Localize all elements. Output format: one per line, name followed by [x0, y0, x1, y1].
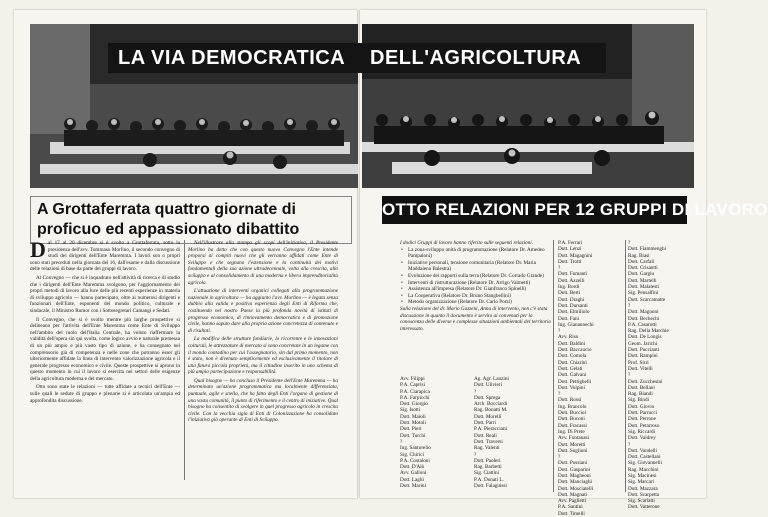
name-entry: Dott. Comola — [558, 353, 587, 360]
banner-title-left: LA VIA DEMOCRATICA — [108, 43, 368, 73]
name-entry: Dott. Bechechi — [628, 315, 660, 322]
name-entry: Dott. Scarcamatte — [628, 296, 666, 303]
name-entry: Dott. Zucchesini — [628, 378, 663, 385]
name-entry: Sig. Marcari — [628, 479, 654, 486]
name-entry: Dott. Draghi — [558, 296, 585, 303]
name-entry: Arch. Bocciardi — [474, 401, 508, 408]
name-entry: P.A. Casarotti — [628, 321, 657, 328]
name-entry: Dott. Gargiu — [628, 271, 655, 278]
name-entry: Dott. Petarroso — [628, 422, 660, 429]
name-entry: Dott. Ulivieri — [474, 382, 502, 389]
name-entry: Dott. Morelli — [474, 413, 502, 420]
name-entry: Dott. Turchi — [400, 432, 426, 439]
paragraph: Il Convegno, che si è svolto mentre più larghe prospettive si delineano per l'attività dell'Ente Maremma come Ente di Sviluppo nell'ambito del ruolo dell'Italia Centrale, ha voluto riaffermare la validità dell'opera sin qui svolta, come logico avvio e naturale premessa di un più ampio e più vasto tipo di azione, e ha consegnato nel comprensorio già di competenza e nelle zone che potranno esser gli ulteriormente affidate la linea di intervento valorizzazione agricola e il generale progresso economico e civile. Queste prospettive si aprono in questo momento in cui il lavoro si esercita nei settori delle esigenze della agricoltura moderna e del mercato. — [30, 316, 180, 382]
name-entry: Rag. Biandi — [628, 391, 653, 398]
paragraph: al 17 al 20 dicembre si è svolto a Grottaferrata, sotto la presidenza dell'avv. Tommaso Morlino, il secondo convegno di studi dei dirigenti dell'Ente Maremma. I lavori son o propri sono stati preceduti nella giornata del 16, dall'esame e dalla discussione delle relazioni di base da parte dei gruppi di lavoro. — [30, 240, 180, 273]
name-entry: Dott. Pieri — [400, 426, 422, 433]
name-entry: Dott. Moretti — [558, 441, 586, 448]
name-entry: Dott. Fani — [558, 315, 580, 322]
name-entry: Dott. Paoleri — [474, 457, 501, 464]
name-entry: Dott. Manciaghi — [558, 479, 592, 486]
name-entry: Dott. Trotti — [558, 258, 582, 265]
name-entry: Sig. Isotti — [400, 407, 421, 414]
name-entry: Dott. Baccaucio — [558, 347, 592, 354]
names-column-2 — [474, 376, 546, 496]
name-entry: Dott. Azzelli — [558, 277, 585, 284]
list-item: • Assistenza all'impresa (Relatore Dr. Gianfranco Spinelli) — [408, 286, 556, 293]
name-entry: Dott. Castellani — [628, 454, 661, 461]
paragraph: Nell'illustrare alla stampa gli scopi dell'iniziativa, il Presidente Morlino ha detto che con questo nuovo Convegno l'Ente intende proporsi ai compiti nuovi che gli verranno affidati come Ente di Sviluppo e che segnano l'estensione e la continuità dei motivi fondamentali della sua azione ultradecennale, volta alla crescita, allo sviluppo e al consolidamento di una moderna e libera imprenditorialità agricola. — [188, 240, 338, 286]
name-entry: Dott. Perrone — [628, 416, 656, 423]
name-entry: ? — [558, 328, 561, 335]
relazioni-list — [400, 247, 556, 306]
name-entry: Sig. Ciattini — [474, 470, 500, 477]
name-entry: Dott. Possiani — [558, 460, 588, 467]
name-entry: Avv. Fontanasi — [558, 435, 589, 442]
name-entry: Dott. Motoli — [400, 420, 426, 427]
name-entry: Dott. Valdrey — [628, 435, 656, 442]
name-entry: Dott. Maioli — [400, 413, 426, 420]
paragraph: La modifica delle strutture fondiarie, lo ricorrente e le innovazioni colturali, le attrezzature di mercato si sono concretate in un legame con il mondo contadino per cui l'assegnatario, sin dal primo momento, non è stato, non è divenuto semplicemente ed esclusivamente il titolare di una futura piccola proprietà, ma il cittadino inserito in uno schema di più ampia partecipazione e responsabilità. — [188, 336, 338, 376]
name-entry: Dott. Puccianti — [628, 347, 660, 354]
name-entry: Dott. D'Alò — [400, 464, 425, 471]
column-divider — [553, 240, 554, 492]
name-entry: Dott. Giovio — [628, 403, 655, 410]
name-entry: Dott. Parri — [474, 420, 496, 427]
name-entry: ? — [558, 454, 561, 461]
paragraph: Otto sono state le relazioni — tutte affidate a tecnici dell'Ente — sulle quali le sedute di gruppo e plenarie si è articolata un'ampia ed approfondita discussione. — [30, 384, 180, 404]
name-entry: P.A. Donati L. — [474, 476, 504, 483]
name-entry: Dott. Gelati — [558, 365, 583, 372]
name-entry: Dott. Vitelli — [628, 365, 653, 372]
name-entry: Dott. De Longis — [628, 334, 662, 341]
name-entry: Dott. Mosciatelli — [558, 485, 594, 492]
list-item: • Evoluzione dei rapporti sulla terra (Relatore Dr. Corrado Grande) — [408, 273, 556, 280]
name-entry: Dott. Magnati — [558, 491, 588, 498]
name-entry: Dott. Dursanti — [558, 302, 588, 309]
list-item: • La zona-sviluppo unità di programmazione (Relatore Dr. Amedeo Pampaloni) — [408, 247, 556, 260]
name-entry: ? — [628, 240, 631, 246]
name-entry: Dott. Gasparini — [558, 466, 590, 473]
name-entry: Dott. Berti — [558, 290, 581, 297]
name-entry: Dott. Chiarini — [558, 359, 587, 366]
article-column-2 — [188, 240, 338, 480]
name-entry: Dott. Bellani — [628, 384, 655, 391]
name-entry: P.A. Caprisi — [400, 382, 425, 389]
list-item: • Iniziative personali, tensione comunitaria (Relatore Dr. Maria Maddalena Balestra) — [408, 260, 556, 273]
name-entry: ? — [628, 372, 631, 379]
intro-tail: Sulla relazione del dr. Mario Gazzeni, Anna di intervento, non c'è stata discussione in quanto il documento è servito ai convenuti per la conoscenza delle diverse e complesse situazioni ambientali del territorio interessato. — [400, 305, 551, 332]
name-entry: Dott. Parrucci — [628, 410, 658, 417]
list-item: • Metodo organizzazione (Relatore Dr. Carlo Porzi) — [408, 299, 556, 306]
name-entry: Sig. Chirici — [400, 451, 424, 458]
paragraph: Al Convegno — che si è inquadrato nell'attività di ricerca e di studio che i dirigenti dell'Ente Maremma svolgono, per l'aggiornamento dei propri metodi di lavoro alla luce delle più recenti esperienze in materia di sviluppo agricolo — hanno partecipato, oltre ai numerosi dirigenti e funzionari dell'Ente, esponenti del mondo politico, culturale e sindacale, il Ministro Rumor con i Sottosegretari Camangi e Sedati. — [30, 274, 180, 314]
name-entry: P.A. Ciarapica — [400, 388, 430, 395]
name-entry: Dott. Lenzi — [558, 246, 582, 253]
name-entry: P.A. Pieracciani — [474, 426, 507, 433]
name-entry: ? — [628, 302, 631, 309]
name-entry: Dott. Fumanti — [558, 271, 588, 278]
name-entry: ? — [628, 441, 631, 448]
name-entry: Dott. Traversi — [474, 438, 503, 445]
name-entry: Sig. Scarlatti — [628, 498, 655, 505]
name-entry: Dott. Marini — [400, 483, 426, 490]
name-entry: Dott. Crisantti — [628, 265, 658, 272]
name-entry: Dott. Galvani — [558, 372, 587, 379]
name-entry: Ing. Di Prete — [558, 428, 585, 435]
name-entry: Rag. Valenti — [474, 445, 500, 452]
column-divider — [184, 240, 185, 480]
name-entry: Sig. Pensalfini — [628, 290, 659, 297]
name-entry: Dott. Soglioni — [558, 447, 588, 454]
names-column-4 — [628, 240, 696, 511]
list-item: • Interventi di ristrutturazione (Relatore Dr. Arrigo Valmetti) — [408, 280, 556, 287]
name-entry: ? — [558, 265, 561, 272]
relazioni-intro — [400, 240, 556, 332]
name-entry: Sig. Bindi — [628, 397, 650, 404]
article-column-1 — [30, 237, 180, 492]
name-entry: Avv. Galloni — [400, 470, 427, 477]
name-entry: Ing. Bordi — [558, 284, 580, 291]
name-entry: Dott. Pettighelli — [558, 378, 592, 385]
name-entry: Sig. Macinesi — [628, 472, 657, 479]
name-entry: Ing. Brancolo — [558, 403, 587, 410]
name-entry: Sig. Giovannelli — [628, 460, 663, 467]
paragraph: Qual bisogno — ha concluso il Presidente dell'Ente Maremma — ha determinato un'azione programmatica ma localmente differenziata, puntuale, agile e snella, che ha fatto degli Enti l'organo di gestione di una vasta comunità, il punto di riferimento e il centro di iniziative. Qual bisogno ha consentito di svolgere in quel progresso agricolo in crescita civile. Con la vecchia sigla di Enti di Colonizzazione ha consolidato l'iniziativa già operante di Enti di Sviluppo. — [188, 377, 338, 424]
name-entry: Avv. Paglietti — [558, 498, 587, 505]
name-entry: Ing. Santorelio — [400, 445, 431, 452]
name-entry: Dott. Reali — [474, 432, 497, 439]
list-item: • La Cooperativa (Relatore Dr. Bruno Stangbellini) — [408, 293, 556, 300]
name-entry: Geom. Jarichi — [628, 340, 658, 347]
name-entry: Dott. Fracassi — [558, 422, 587, 429]
name-entry: Dott. Baldini — [558, 340, 586, 347]
name-entry: P.A. Costaloni — [400, 457, 430, 464]
name-entry: Dott. Timelli — [558, 510, 585, 517]
name-entry: Dott. Bucciol — [558, 410, 586, 417]
name-entry: Dott. Laghi — [400, 476, 424, 483]
name-entry: Dott. Malatesti — [628, 284, 660, 291]
name-entry: Dott. Rossi — [558, 397, 582, 404]
name-entry: Rag. Macchini — [628, 466, 659, 473]
names-column-1 — [400, 376, 468, 496]
name-entry: Dott. Sprega — [474, 394, 501, 401]
name-entry: Dott. Giorgio — [400, 401, 428, 408]
name-entry: Dott. Magagnini — [558, 252, 593, 259]
name-entry: ? — [558, 391, 561, 398]
name-entry: Dott. Scarpetta — [628, 491, 660, 498]
name-entry: Rag. Della Marchie — [628, 328, 669, 335]
name-entry: ? — [474, 388, 477, 395]
name-entry: Rag. Biasi — [628, 252, 650, 259]
paragraph: L'attuazione di interventi organici collegati alla programmazione nazionale in agricoltura — ha aggiunto l'avv. Morlino — è legata senza dubbio alla valida e positiva esperienza degli Enti di Riforma che, costituendo nel nostro Paese la più profonda novità di istituti di progresso economico, di rinnovamento democratico e di promozione civile, hanno saputo dare alla propria azione concretezza di contenuto e di risultati. — [188, 288, 338, 334]
name-entry: Dott. Fiammenghi — [628, 246, 667, 253]
name-entry: Dott. Rampini — [628, 353, 658, 360]
names-column-3 — [558, 240, 626, 517]
right-headline: OTTO RELAZIONI PER 12 GRUPPI DI LAVORO — [382, 196, 687, 224]
name-entry: Prof. Sirri — [628, 359, 649, 366]
name-entry: Rag. Barbetti — [474, 464, 502, 471]
name-entry: Dott. Falaguissi — [474, 483, 507, 490]
name-entry: P.A. Ferrari — [558, 240, 583, 246]
name-entry: Dott. Elmiliolo — [558, 309, 590, 316]
name-entry: P.A. Farpicchi — [400, 394, 430, 401]
name-entry: Dott. Vatterone — [628, 504, 660, 511]
name-entry: ? — [474, 451, 477, 458]
name-entry: Ing. Gianannechi — [558, 321, 594, 328]
column-divider — [625, 240, 626, 492]
intro-lead: I dodici Gruppi di lavoro hanno riferito sulle seguenti relazioni. — [400, 240, 534, 246]
name-entry: Dott. Magnoni — [628, 309, 659, 316]
name-entry: Avv. Riso — [558, 334, 579, 341]
name-entry: Dott. Magheoni — [558, 472, 591, 479]
name-entry: Dott. Volpini — [558, 384, 585, 391]
drop-cap: D — [30, 237, 46, 262]
name-entry: ? — [400, 438, 403, 445]
name-entry: Rag. Bonatti M. — [474, 407, 508, 414]
name-entry: Dott. Buconi — [558, 416, 585, 423]
name-entry: Dott. Vandelli — [628, 447, 658, 454]
left-headline: A Grottaferrata quattro giornate di proficuo ed appassionato dibattito — [30, 196, 352, 244]
name-entry: Avv. Filippi — [400, 376, 425, 382]
banner-title-right: DELL'AGRICOLTURA — [362, 43, 606, 73]
name-entry: Dott. Martelli — [628, 277, 657, 284]
name-entry: Sig. Riccardi — [628, 428, 656, 435]
name-entry: P.A. Santini — [558, 504, 583, 511]
name-entry: Dott. Carfali — [628, 258, 655, 265]
name-entry: Dott. Mazzara — [628, 485, 658, 492]
name-entry: Ag. Agr. Lanzini — [474, 376, 509, 382]
